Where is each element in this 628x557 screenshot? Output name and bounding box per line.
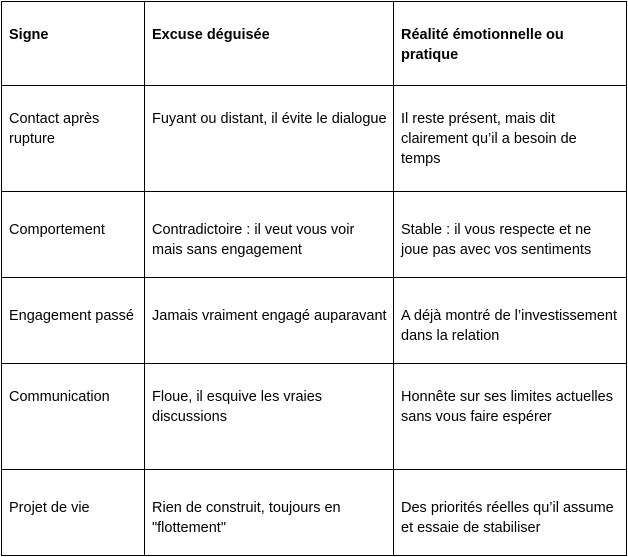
cell-excuse: Rien de construit, toujours en "flottement" bbox=[145, 470, 394, 556]
table-row bbox=[2, 192, 627, 278]
table-row bbox=[2, 278, 627, 364]
header-realite: Réalité émotionnelle ou pratique bbox=[394, 2, 627, 86]
cell-signe: Comportement bbox=[2, 192, 145, 278]
cell-signe: Engagement passé bbox=[2, 278, 145, 364]
cell-excuse: Floue, il esquive les vraies discussions bbox=[145, 364, 394, 470]
cell-excuse: Fuyant ou distant, il évite le dialogue bbox=[145, 86, 394, 192]
cell-realite: A déjà montré de l’investissement dans la relation bbox=[394, 278, 627, 364]
table-row bbox=[2, 470, 627, 556]
cell-realite: Honnête sur ses limites actuelles sans vous faire espérer bbox=[394, 364, 627, 470]
cell-realite: Il reste présent, mais dit clairement qu’il a besoin de temps bbox=[394, 86, 627, 192]
cell-excuse: Contradictoire : il veut vous voir mais sans engagement bbox=[145, 192, 394, 278]
cell-signe: Projet de vie bbox=[2, 470, 145, 556]
table-header-row bbox=[2, 2, 627, 86]
cell-signe: Communication bbox=[2, 364, 145, 470]
header-signe: Signe bbox=[2, 2, 145, 86]
table-row bbox=[2, 86, 627, 192]
table-row bbox=[2, 364, 627, 470]
cell-realite: Des priorités réelles qu’il assume et essaie de stabiliser bbox=[394, 470, 627, 556]
cell-signe: Contact après rupture bbox=[2, 86, 145, 192]
comparison-table bbox=[1, 1, 627, 556]
cell-realite: Stable : il vous respecte et ne joue pas avec vos sentiments bbox=[394, 192, 627, 278]
cell-excuse: Jamais vraiment engagé auparavant bbox=[145, 278, 394, 364]
header-excuse-deguisee: Excuse déguisée bbox=[145, 2, 394, 86]
